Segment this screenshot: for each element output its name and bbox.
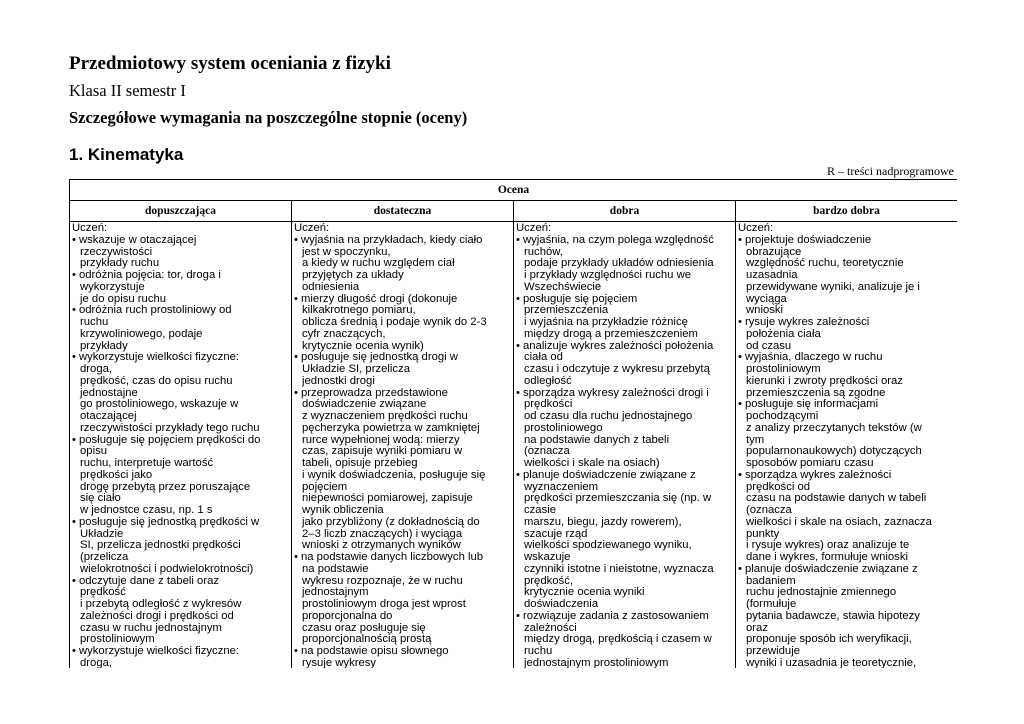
requirement-line: • planuje doświadczenie związane z — [516, 470, 733, 482]
requirement-line: jest w spoczynku, — [302, 246, 391, 258]
requirement-line: • wskazuje w otaczającej — [72, 235, 289, 247]
requirement-line: dane i wykres, formułuje wnioski — [746, 552, 908, 563]
requirement-line: prostoliniowym droga jest wprost — [302, 599, 466, 610]
requirement-line: kilkakrotnego pomiaru, — [302, 305, 416, 317]
column-header-row — [70, 201, 958, 222]
requirement-line: jednostajne — [80, 387, 138, 399]
requirement-line: • analizuje wykres zależności położenia — [516, 341, 733, 353]
requirement-line: prędkości jako — [80, 469, 153, 481]
requirement-line: pęcherzyka powietrza w zamkniętej — [302, 422, 480, 434]
requirement-line: przykłady ruchu — [80, 258, 160, 270]
requirement-line: jednostki drogi — [302, 375, 375, 387]
requirement-line: sposobów pomiaru czasu — [746, 458, 874, 469]
requirement-line: • posługuje się jednostką drogi w — [294, 352, 511, 364]
column-header-bardzo-dobra: bardzo dobra — [736, 201, 958, 222]
grading-table-container — [69, 179, 957, 668]
requirement-line: go prostoliniowego, wskazuje w — [80, 399, 239, 411]
requirement-line: wielokrotności i podwielokrotności) — [80, 563, 254, 575]
requirement-line: Układzie SI, przelicza — [302, 364, 410, 375]
requirement-line: wykresu rozpoznaje, że w ruchu — [302, 575, 463, 587]
requirement-line: jednostajnym prostoliniowym — [524, 657, 669, 668]
requirement-line: czasu oraz posługuje się — [302, 622, 426, 634]
requirement-line: zależności drogi i prędkości od — [80, 610, 234, 622]
requirement-line: proporcjonalnością prostą — [302, 634, 432, 646]
requirement-line: i przebytą odległość z wykresów — [80, 599, 242, 610]
requirement-line: jednostajnym — [302, 587, 369, 599]
requirement-line: od czasu dla ruchu jednostajnego — [524, 411, 693, 422]
requirement-line: wielkości i skale na osiach) — [524, 458, 660, 469]
requirement-line: SI, przelicza jednostki prędkości — [80, 540, 241, 552]
requirement-line: i przykłady względności ruchu we — [524, 270, 692, 281]
requirement-line: kierunki i zwroty prędkości oraz — [746, 375, 903, 387]
requirement-line: się ciało — [80, 493, 121, 505]
requirement-line: prędkość — [80, 587, 126, 599]
requirement-line: szacuje rząd — [524, 528, 588, 540]
requirement-line: rzeczywistości — [80, 246, 153, 258]
group-header-row — [70, 180, 958, 201]
requirement-line: względność ruchu, teoretycznie — [746, 258, 904, 270]
requirement-line: • posługuje się informacjami — [738, 399, 955, 411]
requirement-line: a kiedy w ruchu względem ciał — [302, 258, 455, 270]
requirement-line: 2–3 liczb znaczących) i wyciąga — [302, 528, 463, 540]
requirement-line: • rozwiązuje zadania z zastosowaniem — [516, 611, 733, 623]
requirement-line: uzasadnia — [746, 270, 798, 281]
requirement-line: • posługuje się jednostką prędkości w — [72, 517, 289, 529]
requirement-line: ruchu — [80, 317, 109, 328]
requirement-line: • rysuje wykres zależności — [738, 317, 955, 329]
requirement-line: ruchu, interpretuje wartość — [80, 458, 214, 469]
requirement-line: Uczeń: — [72, 223, 108, 234]
requirement-line: otaczającej — [80, 411, 137, 422]
requirement-line: rzeczywistości przykłady tego ruchu — [80, 422, 260, 434]
requirements-heading: Szczegółowe wymagania na poszczególne stopnie (oceny) — [69, 108, 468, 127]
requirement-line: Wszechświecie — [524, 281, 602, 293]
requirement-line: wykorzystuje — [80, 281, 145, 293]
requirement-line: wskazuje — [524, 552, 571, 563]
column-header-dopuszczajaca: dopuszczająca — [70, 201, 292, 222]
requirement-line: obrazujące — [746, 246, 802, 258]
requirement-line: pochodzącymi — [746, 411, 819, 422]
requirement-line: wyniki i uzasadnia je teoretycznie, — [746, 657, 917, 668]
requirement-line: • odróżnia pojęcia: tor, droga i — [72, 270, 289, 282]
requirement-line: z wyznaczeniem prędkości ruchu — [302, 411, 468, 422]
requirement-line: przewidywane wyniki, analizuje je i — [746, 281, 920, 293]
requirement-line: drogę przebytą przez poruszające — [80, 481, 251, 493]
requirement-line: • przeprowadza przedstawione — [294, 388, 511, 400]
requirement-line: prędkość, czas do opisu ruchu — [80, 375, 233, 387]
requirement-line: wyznaczeniem — [524, 481, 599, 493]
column-header-dostateczna: dostateczna — [292, 201, 514, 222]
requirement-line: proporcjonalna do — [302, 610, 393, 622]
requirement-line: marszu, biegu, jazdy rowerem), — [524, 516, 682, 528]
requirement-line: badaniem — [746, 575, 796, 587]
requirement-line: • na podstawie danych liczbowych lub — [294, 552, 511, 564]
requirement-line: • odczytuje dane z tabeli oraz — [72, 576, 289, 588]
requirement-line: droga, — [80, 364, 113, 375]
requirement-line: krytycznie ocenia wyniki — [524, 587, 645, 599]
requirement-line: Uczeń: — [294, 223, 330, 234]
requirement-line: czas, zapisuje wyniki pomiaru w — [302, 446, 463, 458]
requirement-line: punkty — [746, 528, 780, 540]
requirement-line: proponuje sposób ich weryfikacji, — [746, 634, 912, 646]
requirement-line: zależności — [524, 622, 577, 634]
requirements-cell-bardzo-dobra — [736, 222, 958, 669]
requirement-line: wielkości spodziewanego wyniku, — [524, 540, 692, 552]
requirement-line: z analizy przeczytanych tekstów (w — [746, 422, 922, 434]
requirement-line: ruchu jednostajnie zmiennego — [746, 587, 897, 599]
requirement-line: pojęciem — [302, 481, 348, 493]
requirement-line: • sporządza wykres zależności — [738, 470, 955, 482]
section-heading: 1. Kinematyka — [69, 145, 184, 164]
requirement-line: prędkości przemieszczania się (np. w — [524, 493, 712, 505]
requirement-line: • projektuje doświadczenie — [738, 235, 955, 247]
requirement-line: wynik obliczenia — [302, 505, 384, 516]
requirement-line: prędkości — [524, 399, 573, 411]
requirement-line: pytania badawcze, stawia hipotezy — [746, 610, 920, 622]
requirement-line: czasie — [524, 505, 557, 516]
requirement-line: (formułuje — [746, 599, 797, 610]
requirement-line: w jednostce czasu, np. 1 s — [80, 505, 213, 516]
requirement-line: doświadczenia — [524, 599, 599, 610]
requirement-line: podaje przykłady układów odniesienia — [524, 258, 714, 270]
requirement-line: czasu i odczytuje z wykresu przebytą — [524, 364, 710, 375]
requirement-line: rysuje wykresy — [302, 657, 377, 668]
requirement-line: cyfr znaczących, — [302, 328, 386, 340]
requirement-line: krzywoliniowego, podaje — [80, 328, 203, 340]
requirement-line: • odróżnia ruch prostoliniowy od — [72, 305, 289, 317]
requirement-line: popularnonaukowych) dotyczących — [746, 446, 922, 458]
requirement-line: • posługuje się pojęciem prędkości do — [72, 435, 289, 447]
requirement-line: wnioski — [746, 305, 784, 317]
requirement-line: oraz — [746, 622, 768, 634]
requirement-line: (przelicza — [80, 552, 129, 563]
requirement-line: prędkości od — [746, 481, 811, 493]
requirement-line: wyciąga — [746, 293, 787, 305]
requirement-line: wielkości i skale na osiach, zaznacza — [746, 516, 932, 528]
requirement-line: • na podstawie opisu słownego — [294, 646, 511, 658]
requirement-line: droga, — [80, 657, 113, 668]
requirement-line: • wykorzystuje wielkości fizyczne: — [72, 646, 289, 658]
requirement-line: • wyjaśnia na przykładach, kiedy ciało — [294, 235, 511, 247]
requirement-line: na podstawie danych z tabeli — [524, 434, 670, 446]
requirement-line: prostoliniowym — [746, 364, 821, 375]
requirement-line: • wykorzystuje wielkości fizyczne: — [72, 352, 289, 364]
requirement-line: odległość — [524, 375, 572, 387]
requirement-line: (oznacza — [524, 446, 570, 458]
requirement-line: ciała od — [524, 352, 563, 364]
document-title: Przedmiotowy system oceniania z fizyki — [69, 53, 391, 74]
requirement-line: i wyjaśnia na przykładzie różnicę — [524, 317, 688, 328]
requirement-line: czynniki istotne i nieistotne, wyznacza — [524, 563, 714, 575]
requirement-line: przemieszczenia są zgodne — [746, 387, 886, 399]
requirement-line: położenia ciała — [746, 328, 821, 340]
requirements-cell-dopuszczajaca — [70, 222, 292, 669]
requirement-line: (oznacza — [746, 505, 792, 516]
group-header-cell: Ocena — [70, 180, 958, 201]
requirement-line: • posługuje się pojęciem — [516, 294, 733, 306]
requirement-line: niepewności pomiarowej, zapisuje — [302, 493, 473, 505]
requirement-line: na podstawie — [302, 563, 369, 575]
requirement-line: Uczeń: — [738, 223, 774, 234]
requirement-line: • planuje doświadczenie związane z — [738, 564, 955, 576]
requirement-line: czasu na podstawie danych w tabeli — [746, 493, 927, 505]
requirement-line: prostoliniowego — [524, 422, 603, 434]
requirement-line: i wynik doświadczenia, posługuje się — [302, 469, 486, 481]
requirement-line: • wyjaśnia, dlaczego w ruchu — [738, 352, 955, 364]
document-subtitle: Klasa II semestr I — [69, 81, 186, 100]
requirement-line: między drogą a przemieszczeniem — [524, 328, 698, 340]
requirement-line: je do opisu ruchu — [80, 293, 167, 305]
requirement-line: tym — [746, 434, 765, 446]
requirement-line: przykłady — [80, 340, 128, 352]
grading-table — [69, 179, 957, 668]
requirement-line: przemieszczenia — [524, 305, 609, 317]
requirement-line: doświadczenie związane — [302, 399, 427, 411]
requirement-line: wnioski z otrzymanych wyników — [302, 540, 461, 552]
requirement-line: przewiduje — [746, 646, 801, 657]
requirement-line: krytycznie ocenia wynik) — [302, 340, 424, 352]
requirement-line: przyjętych za układy — [302, 270, 404, 281]
requirement-line: ruchów, — [524, 246, 563, 258]
requirement-line: oblicza średnią i podaje wynik do 2-3 — [302, 317, 487, 328]
requirement-line: tabeli, opisuje przebieg — [302, 458, 418, 469]
requirement-line: i rysuje wykres) oraz analizuje te — [746, 540, 910, 552]
legend-note: R – treści nadprogramowe — [827, 164, 954, 178]
requirement-line: ruchu — [524, 646, 553, 657]
requirement-line: opisu — [80, 446, 108, 458]
requirement-line: • mierzy długość drogi (dokonuje — [294, 294, 511, 306]
requirement-line: od czasu — [746, 340, 792, 352]
requirement-line: • sporządza wykresy zależności drogi i — [516, 388, 733, 400]
requirement-line: rurce wypełnionej wodą: mierzy — [302, 434, 460, 446]
requirements-cell-dostateczna — [292, 222, 514, 669]
requirement-line: Uczeń: — [516, 223, 552, 234]
requirement-line: odniesienia — [302, 281, 360, 293]
requirement-line: jako przybliżony (z dokładnością do — [302, 516, 480, 528]
content-row — [70, 222, 958, 669]
requirement-line: między drogą, prędkością i czasem w — [524, 634, 712, 646]
requirement-line: czasu w ruchu jednostajnym — [80, 622, 222, 634]
requirements-cell-dobra — [514, 222, 736, 669]
requirement-line: • wyjaśnia, na czym polega względność — [516, 235, 733, 247]
requirement-line: prędkość, — [524, 575, 573, 587]
column-header-dobra: dobra — [514, 201, 736, 222]
requirement-line: Układzie — [80, 528, 124, 540]
requirement-line: prostoliniowym — [80, 634, 155, 646]
